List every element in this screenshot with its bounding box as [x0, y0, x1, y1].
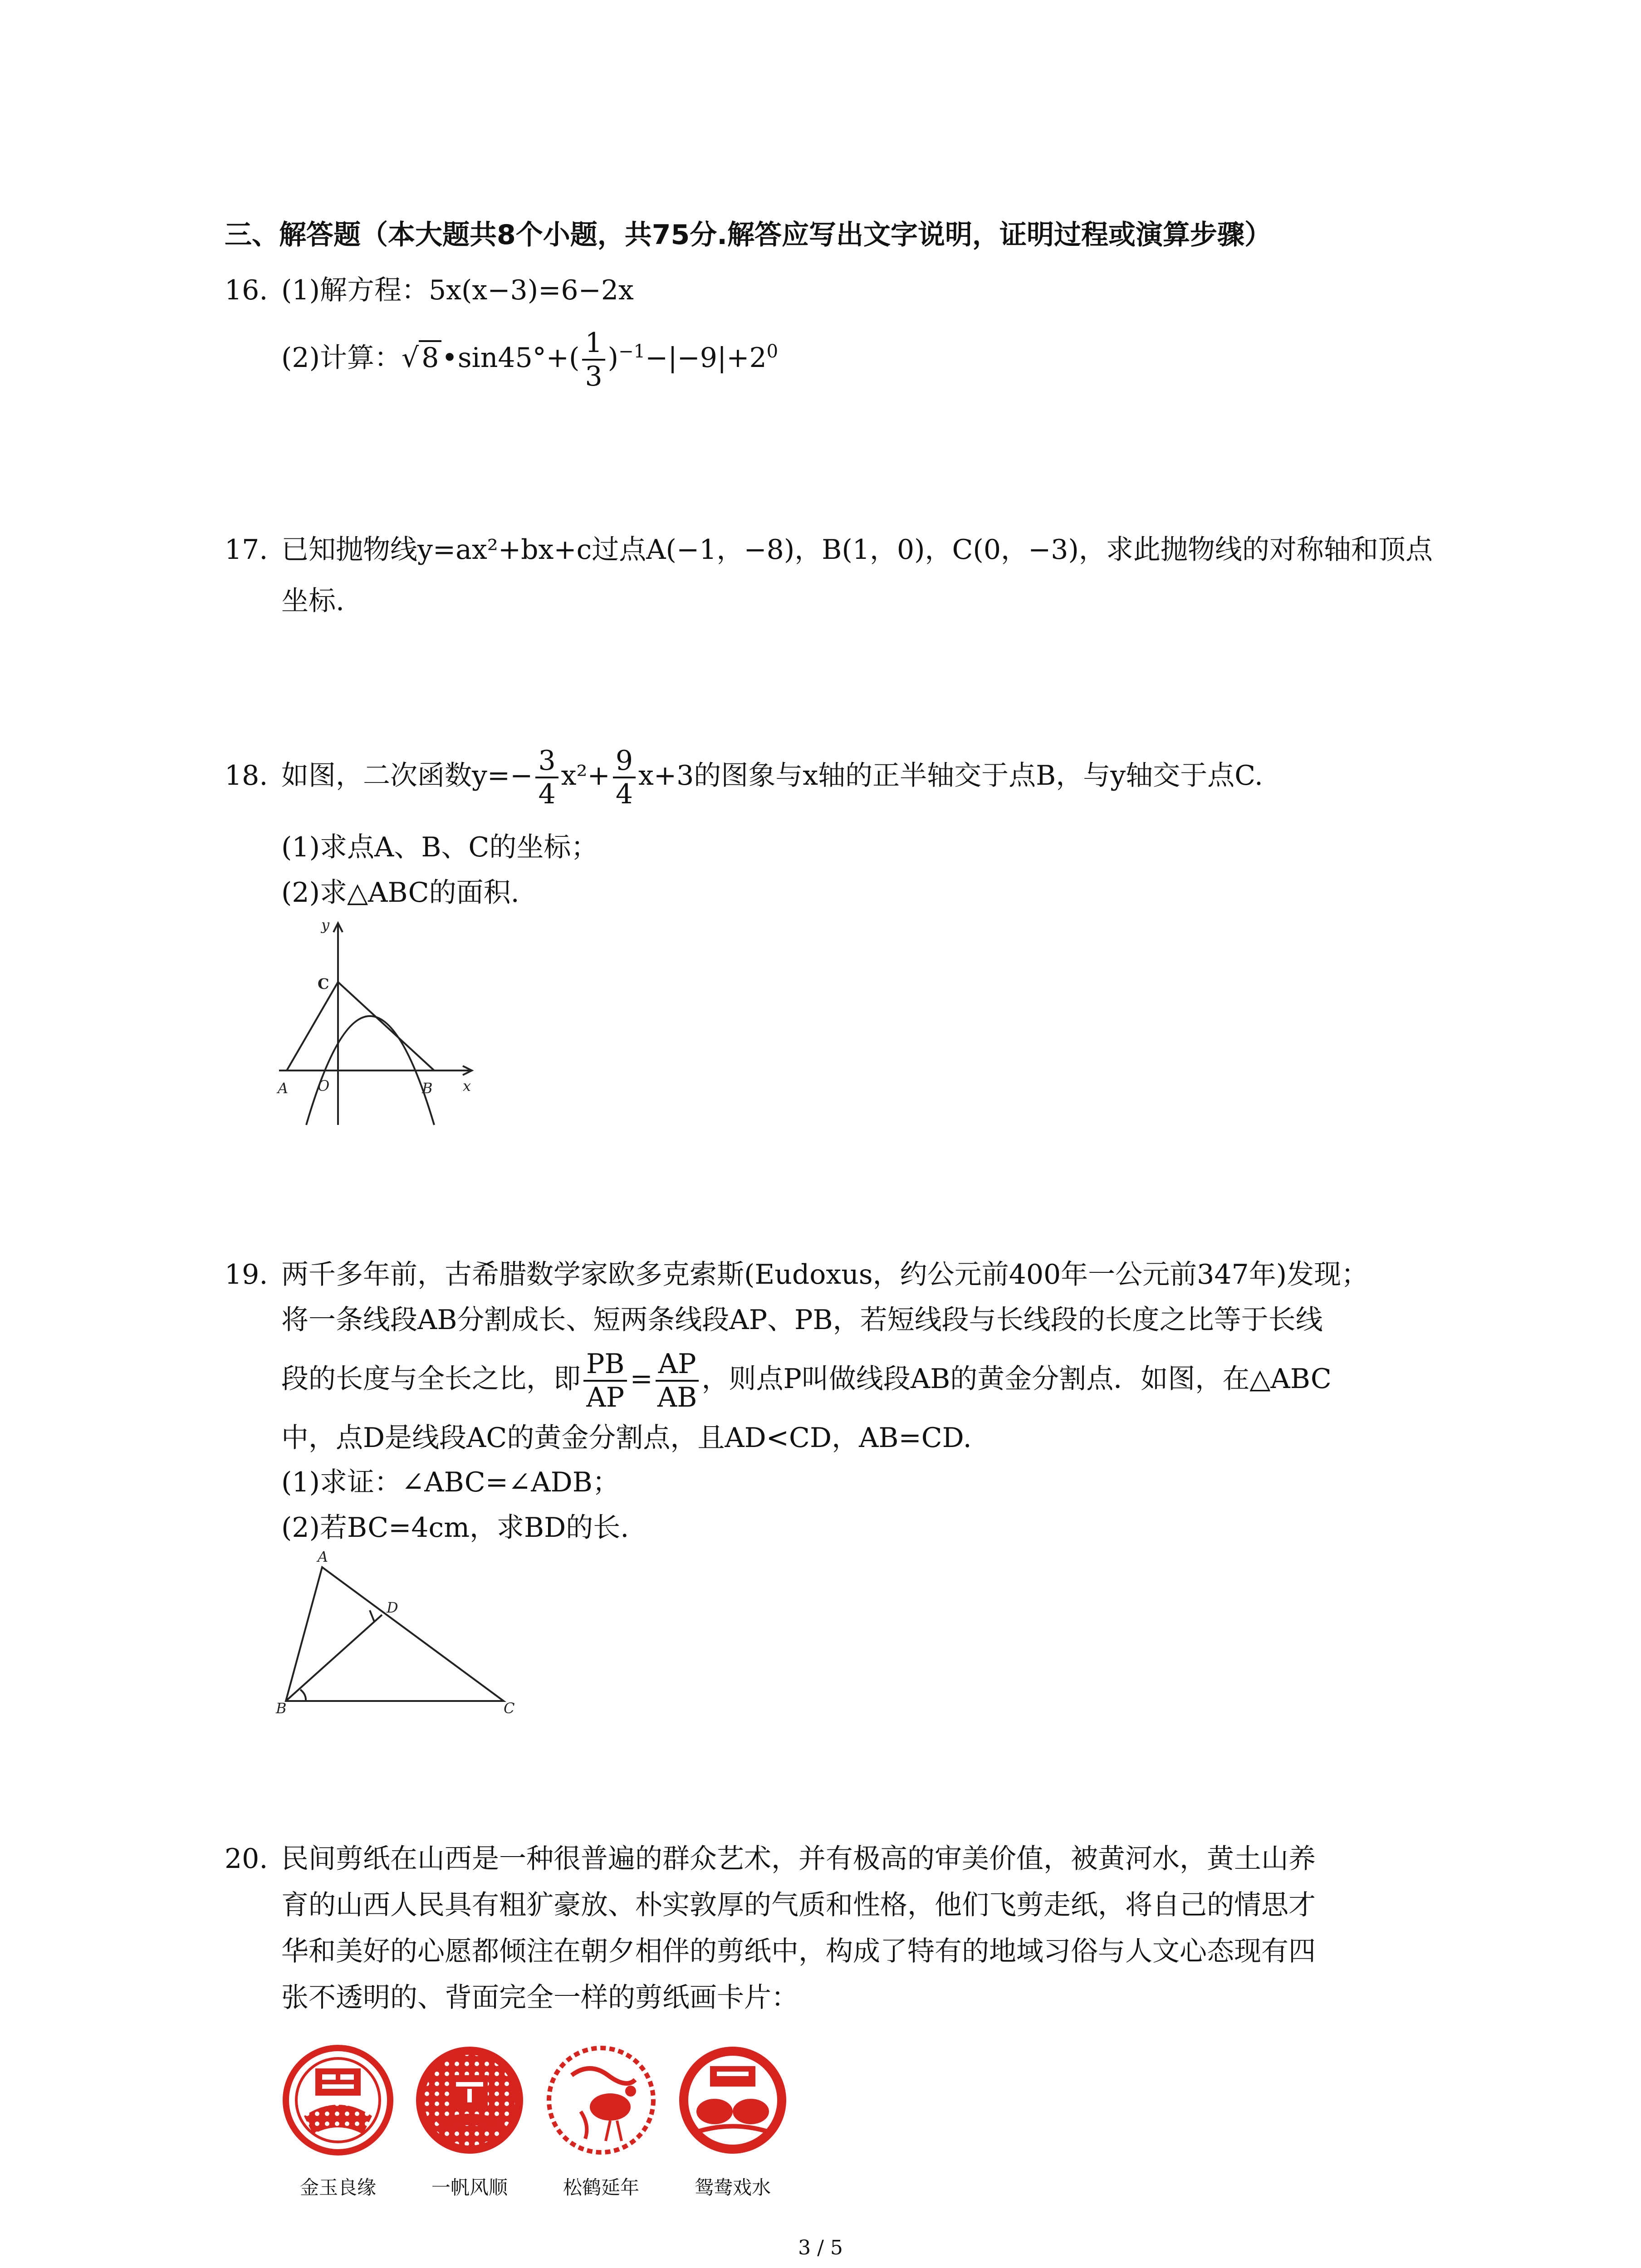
fraction-one-third [582, 327, 605, 392]
q20-line1: 民间剪纸在山西是一种很普遍的群众艺术，并有极高的审美价值，被黄河水，黄土山养 [281, 1843, 1316, 1875]
equals-sign: = [630, 1363, 653, 1395]
segment-CB [338, 982, 434, 1070]
frac-num: 9 [613, 745, 636, 778]
frac-den: 3 [585, 361, 603, 393]
label-C: C [504, 1700, 515, 1717]
papercut-card-3 [549, 2048, 653, 2152]
q16-part2-sin: •sin45°+( [441, 342, 580, 374]
q18-number: 18. [225, 760, 268, 792]
q20-line2: 育的山西人民具有粗犷豪放、朴实敦厚的气质和性格，他们飞剪走纸，将自己的情思才 [281, 1889, 1316, 1921]
sqrt-sign: √ [402, 342, 419, 374]
sqrt-radicand: 8 [419, 340, 441, 374]
parabola-figure [272, 912, 490, 1129]
q16-part2-tail: −|−9|+2 [645, 342, 767, 374]
q20-number: 20. [225, 1843, 268, 1875]
frac-den: AB [657, 1382, 697, 1414]
q19-line2: 将一条线段AB分割成长、短两条线段AP、PB，若短线段与长线段的长度之比等于长线 [281, 1304, 1323, 1336]
page-number: 3 / 5 [798, 2236, 843, 2259]
q19-text-b: ，则点P叫做线段AB的黄金分割点．如图，在△ABC [701, 1363, 1332, 1395]
card-label-4: 鸳鸯戏水 [694, 2176, 771, 2199]
frac-den: 4 [538, 778, 556, 811]
q18-part2: (2)求△ABC的面积. [281, 877, 519, 909]
q19-text-a: 段的长度与全长之比，即 [281, 1363, 581, 1395]
q17-number: 17. [225, 534, 268, 566]
q18-text-a: 如图，二次函数y=− [281, 760, 533, 792]
card-label-2: 一帆风顺 [431, 2176, 508, 2199]
frac-den: 4 [615, 778, 633, 811]
label-y: y [321, 916, 330, 934]
card-label-1: 金玉良缘 [299, 2176, 376, 2199]
q18-text-c: x+3的图象与x轴的正半轴交于点B，与y轴交于点C. [638, 760, 1263, 792]
frac-num: AP [656, 1348, 699, 1382]
label-C: C [318, 975, 329, 992]
triangle-figure [272, 1549, 517, 1717]
label-A: A [318, 1549, 328, 1565]
papercut-card-4 [679, 2047, 786, 2154]
label-B: B [422, 1080, 433, 1097]
angle-mark-B [300, 1690, 306, 1701]
frac-num: 3 [535, 745, 558, 778]
fraction-AP-AB [656, 1348, 699, 1413]
q19-part1: (1)求证：∠ABC=∠ADB； [281, 1466, 620, 1498]
q18-text-b: x²+ [561, 760, 610, 792]
label-A: A [278, 1080, 289, 1097]
q17-line2: 坐标. [281, 585, 345, 617]
q16-part2 [281, 318, 778, 392]
paren-close: ) [607, 342, 619, 374]
fraction-PB-AP [583, 1348, 627, 1413]
q16-part2-label: (2)计算： [281, 342, 402, 374]
card-label-3: 松鹤延年 [563, 2176, 639, 2199]
fraction-9-4 [613, 745, 636, 810]
q16-part1: (1)解方程：5x(x−3)=6−2x [281, 274, 634, 306]
q19-number: 19. [225, 1259, 268, 1290]
label-D: D [387, 1599, 398, 1616]
q19-part2: (2)若BC=4cm，求BD的长. [281, 1512, 629, 1544]
label-B: B [276, 1700, 287, 1717]
label-O: O [318, 1077, 330, 1095]
papercut-card-1 [286, 2048, 390, 2152]
fraction-3-4 [535, 745, 558, 810]
q20-line4: 张不透明的、背面完全一样的剪纸画卡片： [281, 1982, 798, 2014]
q17-line1: 已知抛物线y=ax²+bx+c过点A(−1，−8)，B(1，0)，C(0，−3)，求此抛物线的对称轴和顶点 [281, 534, 1433, 566]
triangle-ABC [286, 1567, 504, 1701]
frac-den: AP [586, 1382, 625, 1414]
papercut-card-2 [416, 2047, 523, 2154]
q18-part1: (1)求点A、B、C的坐标； [281, 831, 598, 863]
segment-BD [286, 1615, 382, 1701]
label-x: x [463, 1077, 471, 1095]
q19-line3 [281, 1343, 1332, 1415]
exp-neg-one: −1 [618, 341, 646, 362]
frac-num: PB [583, 1348, 627, 1382]
exp-zero: 0 [766, 341, 779, 362]
q20-line3: 华和美好的心愿都倾注在朝夕相伴的剪纸中，构成了特有的地域习俗与人文心态现有四 [281, 1936, 1316, 1967]
q19-line1: 两千多年前，古希腊数学家欧多克索斯(Eudoxus，约公元前400年一公元前347年)发现； [281, 1259, 1369, 1290]
q18-line1 [281, 739, 1263, 812]
q19-line4: 中，点D是线段AC的黄金分割点，且AD<CD，AB=CD. [281, 1422, 972, 1454]
frac-num: 1 [582, 327, 605, 361]
papercut-cards [272, 2039, 817, 2175]
angle-mark-D [370, 1610, 374, 1622]
section-heading: 三、解答题（本大题共8个小题，共75分.解答应写出文字说明，证明过程或演算步骤） [225, 219, 1272, 251]
q16-number: 16. [225, 274, 268, 306]
